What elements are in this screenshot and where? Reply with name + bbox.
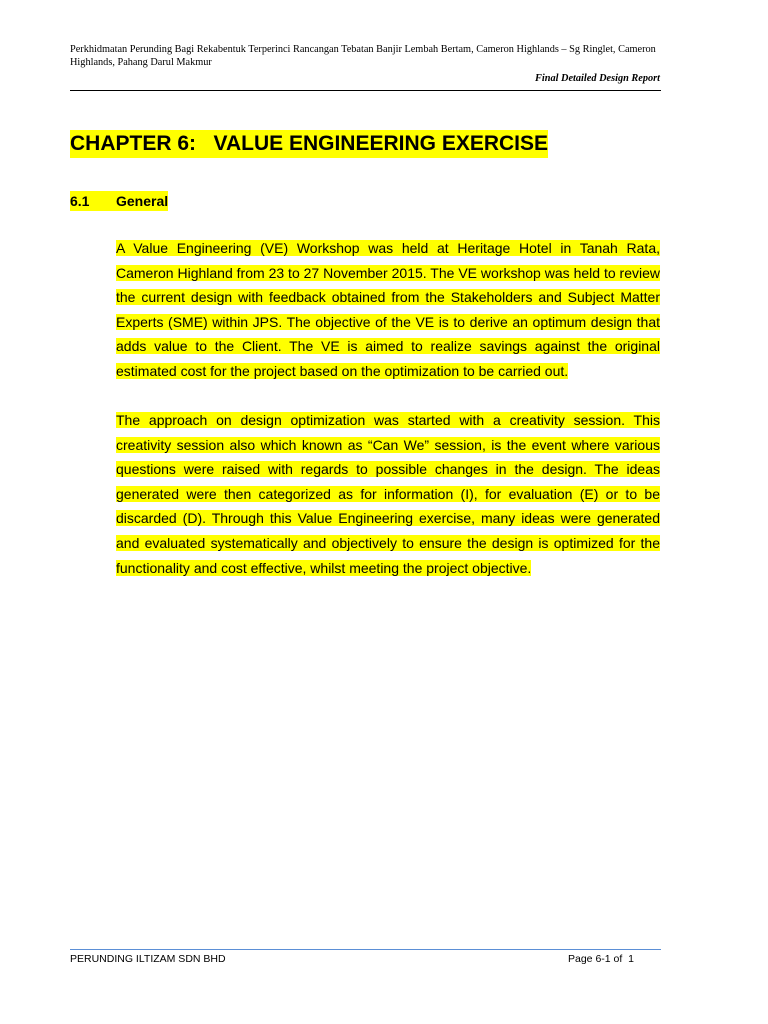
footer-company: PERUNDING ILTIZAM SDN BHD: [70, 953, 226, 965]
page-header: [70, 44, 660, 84]
section-title: General: [116, 193, 169, 209]
paragraph-ve-workshop: [116, 236, 660, 384]
paragraph-text: A Value Engineering (VE) Workshop was held at Heritage Hotel in Tanah Rata, Cameron Highland from 23 to 27 November 2015. The VE workshop was held to review the current design with feedback obtained from the Stakeholders and Subject Matter Experts (SME) within JPS. The objective of the VE is to derive an optimum design that adds value to the Client. The VE is aimed to realize savings against the original estimated cost for the project based on the optimization to be carried out.: [116, 240, 660, 379]
paragraph-design-optimization: [116, 408, 660, 580]
header-divider: [70, 90, 661, 91]
chapter-title: CHAPTER 6: VALUE ENGINEERING EXERCISE: [70, 130, 548, 158]
section-heading: [70, 191, 168, 211]
footer-divider: [70, 949, 661, 950]
report-name: Final Detailed Design Report: [535, 73, 660, 84]
project-title: Perkhidmatan Perunding Bagi Rekabentuk Terperinci Rancangan Tebatan Banjir Lembah Bertam, Cameron Highlands – Sg Ringlet, Cameron Highlands, Pahang Darul Makmur: [70, 44, 656, 68]
section-number: 6.1: [70, 193, 90, 209]
page-number: Page 6-1 of 1: [568, 953, 634, 965]
paragraph-text: The approach on design optimization was started with a creativity session. This creativity session also which known as “Can We” session, is the event where various questions were raised with regards to possible changes in the design. The ideas generated were then categorized as for information (I), for evaluation (E) or to be discarded (D). Through this Value Engineering exercise, many ideas were generated and evaluated systematically and objectively to ensure the design is optimized for the functionality and cost effective, whilst meeting the project objective.: [116, 412, 660, 576]
